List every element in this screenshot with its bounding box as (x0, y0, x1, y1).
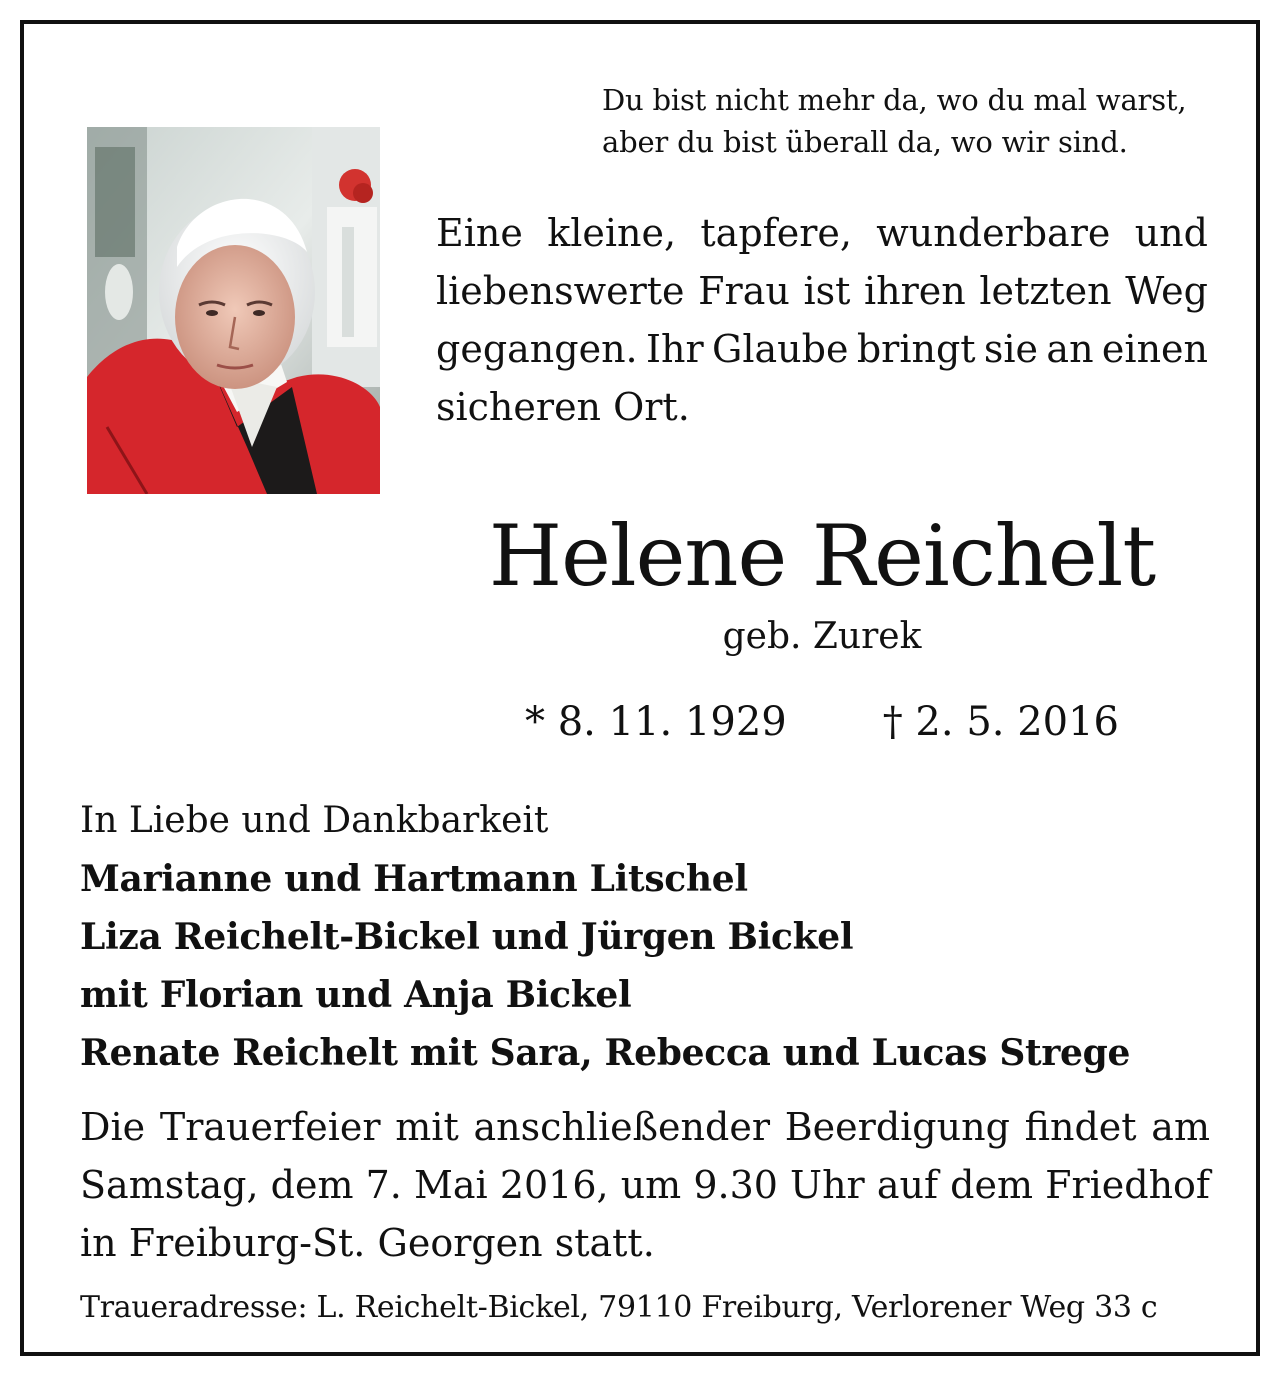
mourner-line: mit Florian und Anja Bickel (80, 974, 632, 1016)
intro-word: liebenswerte (436, 269, 685, 313)
mourning-address: Traueradresse: L. Reichelt-Bickel, 79110 Freiburg, Verlorener Weg 33 c (80, 1290, 1158, 1325)
mourner-line: Liza Reichelt-Bickel und Jürgen Bickel (80, 916, 854, 958)
mourners-intro: In Liebe und Dankbarkeit (80, 800, 549, 841)
intro-word: Frau (698, 269, 790, 313)
death-date: † 2. 5. 2016 (882, 699, 1119, 745)
intro-word: kleine, (547, 211, 677, 255)
intro-word: ihren (864, 269, 966, 313)
intro-word: letzten (979, 269, 1112, 313)
deceased-name: Helene Reichelt (488, 507, 1156, 605)
intro-word: Eine (436, 211, 523, 255)
birth-name: geb. Zurek (722, 616, 922, 657)
intro-word: ist (803, 269, 851, 313)
intro-word: wunderbare (876, 211, 1111, 255)
intro-line-1 (436, 204, 1208, 262)
intro-word: Weg (1125, 269, 1208, 313)
intro-word: an (1046, 327, 1094, 371)
mourners-block (80, 792, 1230, 1082)
obituary-frame (20, 20, 1260, 1356)
intro-word: gegangen. (436, 327, 638, 371)
mourner-line: Marianne und Hartmann Litschel (80, 858, 748, 900)
mourner-line: Renate Reichelt mit Sara, Rebecca und Lucas Strege (80, 1032, 1131, 1074)
motto-line: Du bist nicht mehr da, wo du mal warst, (602, 83, 1187, 117)
intro-text (436, 204, 1208, 436)
intro-word: Glaube (712, 327, 849, 371)
intro-word: einen (1101, 327, 1208, 371)
portrait-photo (87, 127, 380, 494)
funeral-notice: Die Trauerfeier mit anschließender Beerdigung findet am Samstag, dem 7. Mai 2016, um 9.30 Uhr auf dem Friedhof in Freiburg-St. Georgen statt. (80, 1105, 1210, 1265)
birth-date: * 8. 11. 1929 (525, 699, 787, 745)
intro-word: und (1134, 211, 1208, 255)
intro-line-2 (436, 262, 1208, 320)
life-dates (436, 694, 1208, 750)
motto-line: aber du bist überall da, wo wir sind. (602, 125, 1128, 159)
intro-word: Ihr (646, 327, 704, 371)
motto-quote (602, 79, 1212, 163)
intro-word: tapfere, (700, 211, 852, 255)
intro-word: sie (983, 327, 1039, 371)
intro-word: bringt (856, 327, 976, 371)
intro-line-3 (436, 320, 1208, 378)
intro-line-4: sicheren Ort. (436, 385, 690, 429)
